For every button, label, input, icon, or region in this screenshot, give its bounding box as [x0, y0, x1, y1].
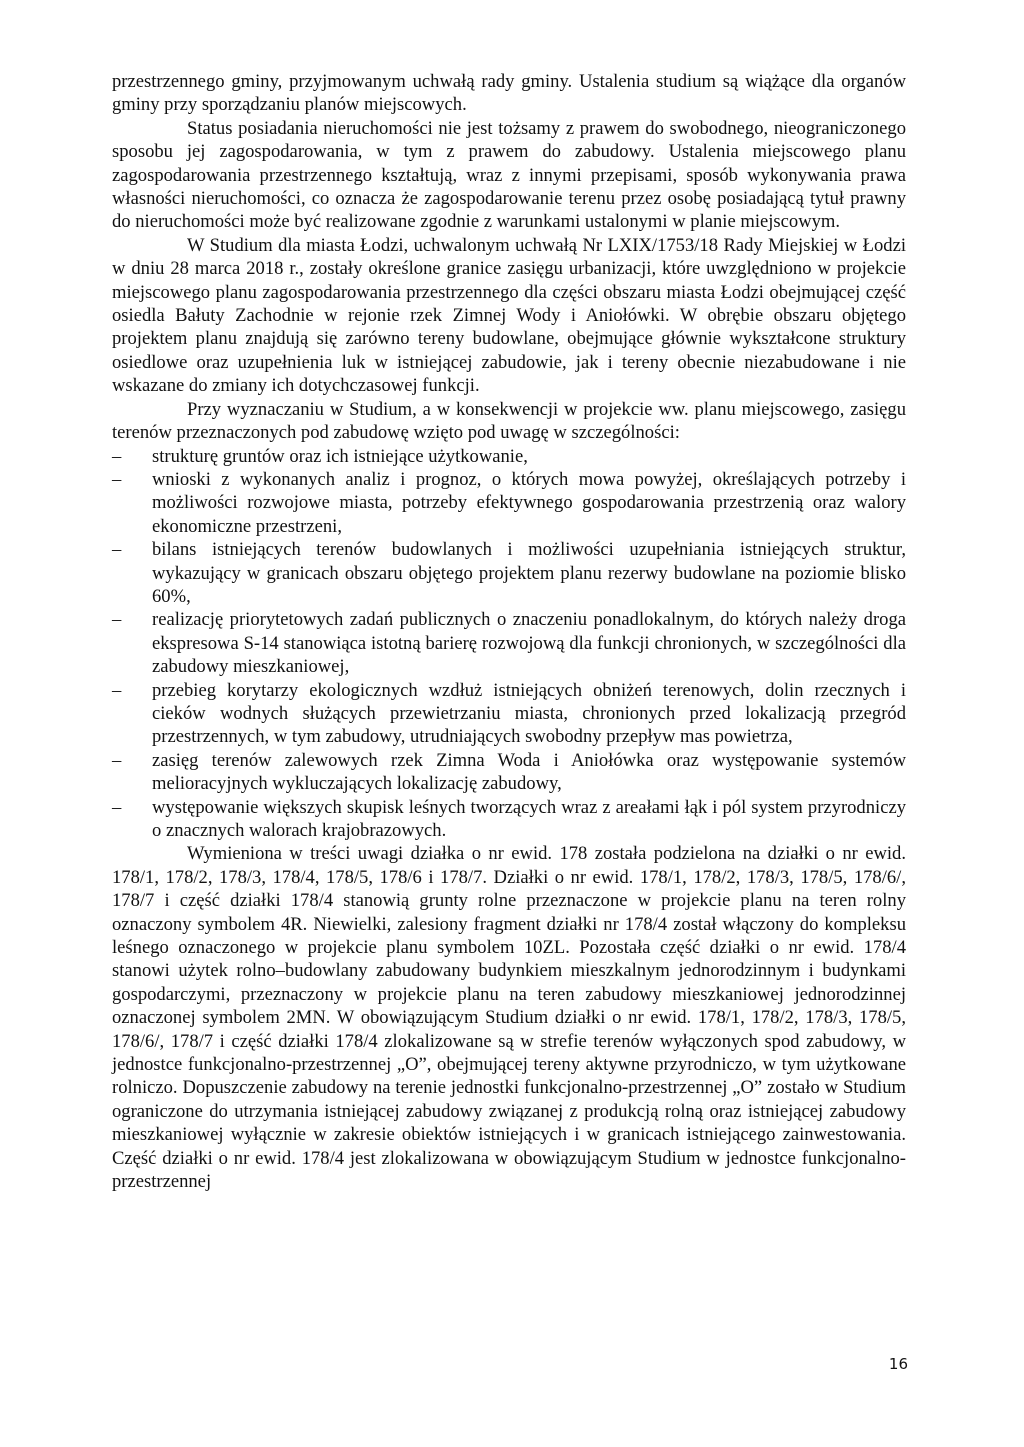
list-dash: –: [112, 445, 122, 467]
list-item-text: realizację priorytetowych zadań publicznych o znaczeniu ponadlokalnym, do których należy droga ekspresowa S-14 stanowiąca istotną barierę rozwojową dla funkcji chronionych, w szczególności dla zabudowy mieszkaniowej,: [152, 609, 906, 678]
paragraph-continuation: przestrzennego gminy, przyjmowanym uchwałą rady gminy. Ustalenia studium są wiążące dla organów gminy przy sporządzaniu planów miejscowych.: [112, 71, 906, 116]
paragraph-criteria-intro: Przy wyznaczaniu w Studium, a w konsekwencji w projekcie ww. planu miejscowego, zasięgu terenów przeznaczonych pod zabudowę wzięto pod uwagę w szczególności:: [112, 398, 906, 444]
list-item-text: występowanie większych skupisk leśnych tworzących wraz z areałami łąk i pól system przyrodniczy o znacznych walorach krajobrazowych.: [152, 796, 906, 841]
list-dash: –: [112, 679, 122, 701]
paragraph-property-status: Status posiadania nieruchomości nie jest tożsamy z prawem do swobodnego, nieograniczonego sposobu jej zagospodarowania, w tym z prawem do zabudowy. Ustalenia miejscowego planu zagospodarowania przestrzennego kształtują, wraz z innymi przepisami, sposób wykonywania prawa własności nieruchomości, co oznacza że zagospodarowanie terenu przez osobę posiadającą tytuł prawny do nieruchomości może być realizowane zgodnie z warunkami ustalonymi w planie miejscowym.: [112, 117, 906, 233]
list-item-text: wnioski z wykonanych analiz i prognoz, o których mowa powyżej, określających potrzeby i możliwości rozwojowe miasta, potrzeby efektywnego gospodarowania przestrzenią oraz walory ekonomiczne przestrzeni,: [152, 468, 906, 537]
page-number: 16: [888, 1355, 908, 1373]
document-body: [112, 70, 906, 1194]
list-dash: –: [112, 609, 122, 631]
list-item-text: bilans istniejących terenów budowlanych i możliwości uzupełniania istniejących struktur, wykazujący w granicach obszaru objętego projektem planu rezerwy budowlane na poziomie blisko 60%,: [152, 539, 906, 607]
list-item: [112, 796, 906, 843]
list-item-text: przebieg korytarzy ekologicznych wzdłuż istniejących obniżeń terenowych, dolin rzecznych i cieków wodnych służących przewietrzaniu miasta, chronionych przed lokalizacją przegród przestrzennych, w tym zabudowy, utrudniających swobodny przepływ mas powietrza,: [152, 679, 906, 748]
list-item-text: strukturę gruntów oraz ich istniejące użytkowanie,: [152, 445, 528, 467]
list-item-text: zasięg terenów zalewowych rzek Zimna Woda i Aniołówka oraz występowanie systemów melioracyjnych wykluczających lokalizację zabudowy,: [152, 749, 906, 795]
list-item: [112, 468, 906, 538]
list-item: [112, 538, 906, 608]
list-item: [112, 608, 906, 678]
list-item: [112, 679, 906, 749]
paragraph-parcel-178: Wymieniona w treści uwagi działka o nr ewid. 178 została podzielona na działki o nr ewid. 178/1, 178/2, 178/3, 178/4, 178/5, 178/6 i 178/7. Działki o nr ewid. 178/1, 178/2, 178/3, 178/5, 178/6/, 178/7 i część działki 178/4 stanowią grunty rolne przeznaczone w projekcie planu na teren rolny oznaczony symbolem 4R. Niewielki, zalesiony fragment działki nr 178/4 został włączony do kompleksu leśnego oznaczonego w projekcie planu symbolem 10ZL. Pozostała część działki o nr ewid. 178/4 stanowi użytek rolno–budowlany zabudowany budynkiem mieszkalnym jednorodzinnym i budynkami gospodarczymi, przeznaczony w projekcie planu na teren zabudowy mieszkaniowej jednorodzinnej oznaczonej symbolem 2MN. W obowiązującym Studium działki o nr ewid. 178/1, 178/2, 178/3, 178/5, 178/6/, 178/7 i część działki 178/4 zlokalizowane są w strefie terenów wyłączonych spod zabudowy, w jednostce funkcjonalno-przestrzennej „O”, obejmującej tereny aktywne przyrodniczo, w tym użytkowane rolniczo. Dopuszczenie zabudowy na terenie jednostki funkcjonalno-przestrzennej „O” zostało w Studium ograniczone do utrzymania istniejącej zabudowy związanej z produkcją rolną oraz istniejącej zabudowy mieszkaniowej wyłącznie w zakresie obiektów istniejących i w granicach istniejącego zainwestowania. Część działki o nr ewid. 178/4 jest zlokalizowana w obowiązującym Studium w jednostce funkcjonalno-przestrzennej: [112, 843, 906, 1193]
list-item: [112, 749, 906, 796]
paragraph-studium-urbanization: W Studium dla miasta Łodzi, uchwalonym uchwałą Nr LXIX/1753/18 Rady Miejskiej w Łodzi w dniu 28 marca 2018 r., zostały określone granice zasięgu urbanizacji, które uwzględniono w projekcie miejscowego planu zagospodarowania przestrzennego dla części obszaru miasta Łodzi obejmującej część osiedla Bałuty Zachodnie w rejonie rzek Zimnej Wody i Aniołówki. W obrębie obszaru objętego projektem planu znajdują się zarówno tereny budowlane, obejmujące głównie wykształcone struktury osiedlowe oraz uzupełnienia luk w istniejącej zabudowie, jak i tereny obecnie niezabudowane i nie wskazane do zmiany ich dotychczasowej funkcji.: [112, 234, 906, 397]
list-dash: –: [112, 749, 122, 771]
criteria-list: [112, 445, 906, 843]
list-dash: –: [112, 468, 122, 490]
list-item: [112, 445, 906, 468]
list-dash: –: [112, 796, 122, 818]
list-dash: –: [112, 539, 122, 561]
